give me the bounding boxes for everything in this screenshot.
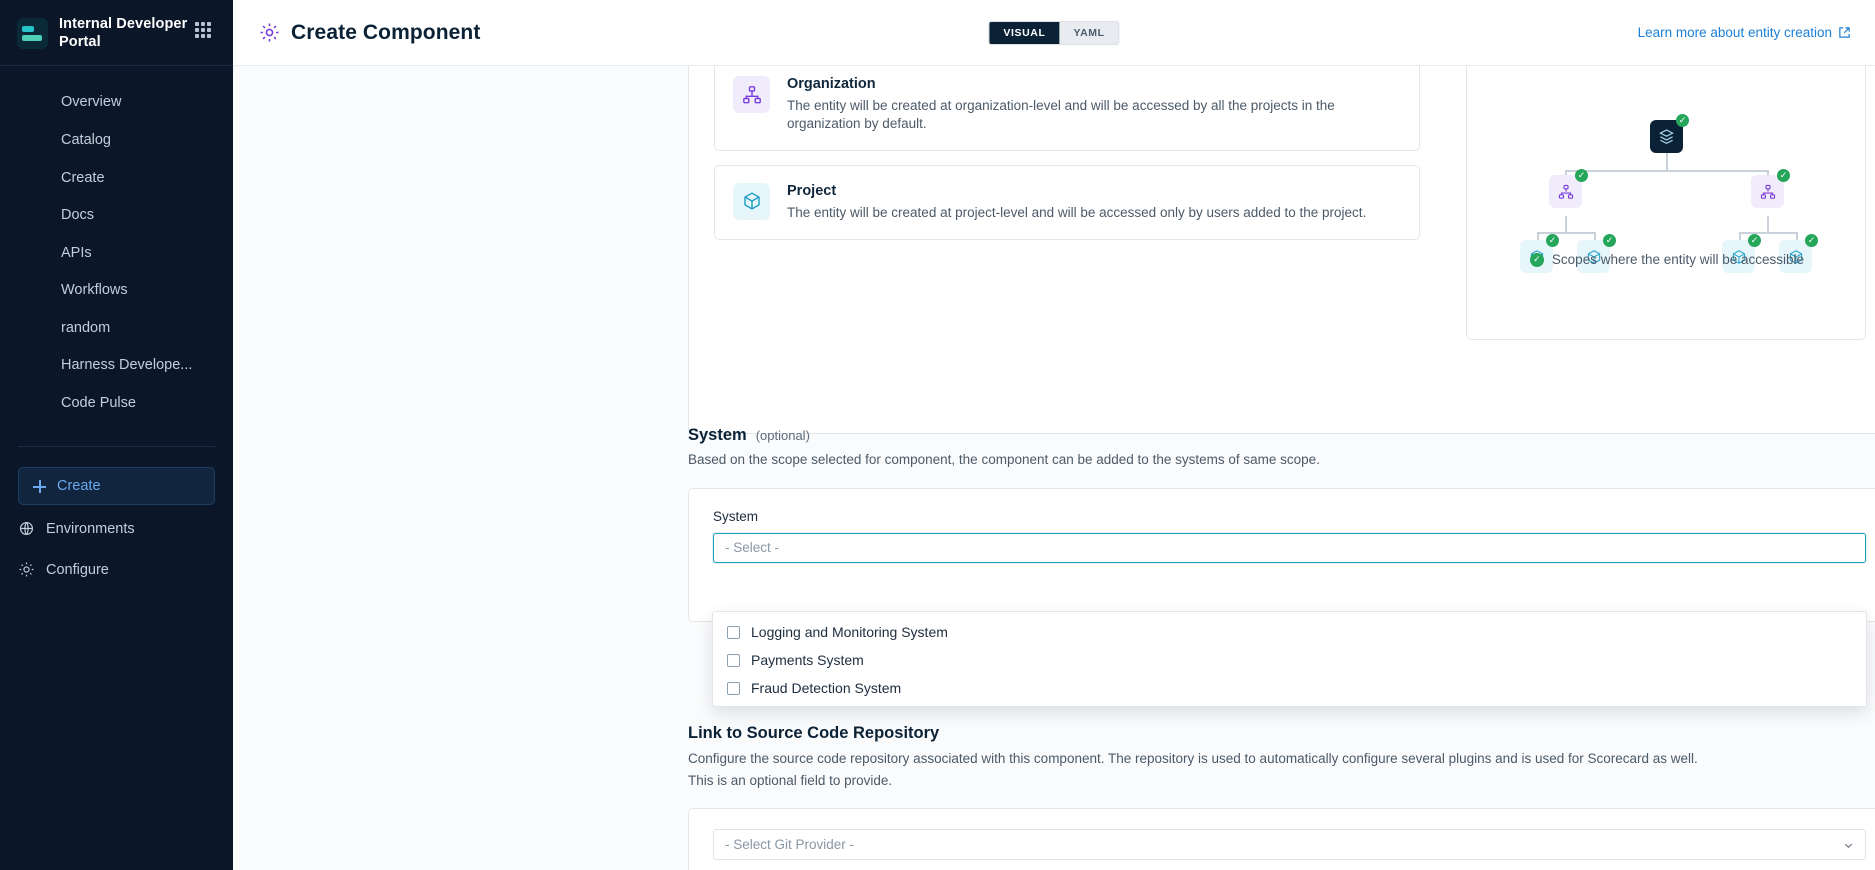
repository-section-title: Link to Source Code Repository [688,724,940,742]
check-icon: ✓ [1676,114,1689,127]
learn-more-link[interactable] [1638,25,1851,40]
check-icon: ✓ [1546,234,1559,247]
system-optional-tag: (optional) [755,428,810,443]
checkbox[interactable] [727,654,740,667]
sidebar-item-environments[interactable] [0,511,233,546]
scope-option-desc: The entity will be created at organization-level and will be accessed by all the projects in the organization by default. [787,98,1335,131]
sidebar-item-create[interactable]: Create [61,169,105,186]
sidebar-item-workflows[interactable]: Workflows [61,282,128,299]
gear-icon [18,561,35,578]
check-icon: ✓ [1748,234,1761,247]
scope-option-title: Organization [787,76,876,92]
sidebar-item-overview[interactable]: Overview [61,94,122,111]
brand-logo-icon [17,18,48,49]
dropdown-option-payments-system[interactable] [713,646,1866,674]
repository-section-desc-2: This is an optional field to provide. [688,772,893,788]
dropdown-option-fraud-detection-system[interactable] [713,674,1866,702]
page-title-wrap [259,21,480,45]
toggle-visual[interactable]: VISUAL [989,22,1059,44]
scope-diagram-caption [1467,252,1867,267]
sidebar-nav [0,66,233,422]
content-scroll [233,66,1875,870]
sidebar-item-code-pulse[interactable]: Code Pulse [61,394,136,411]
scope-option-project[interactable] [714,165,1420,240]
environments-icon [18,520,35,537]
sidebar-item-random[interactable]: random [61,319,111,336]
toggle-yaml[interactable]: YAML [1073,26,1105,39]
checkbox[interactable] [727,682,740,695]
repository-section-desc-1: Configure the source code repository associated with this component. The repository is used to automatically configure several plugins and is used for Scorecard as well. [688,751,1698,766]
sidebar-item-configure[interactable] [0,552,233,587]
sidebar-item-catalog[interactable]: Catalog [61,131,111,148]
system-select-input[interactable] [713,533,1866,563]
check-icon: ✓ [1530,253,1544,267]
create-button[interactable] [18,467,215,505]
tree-connector [1666,153,1668,171]
scope-option-desc: The entity will be created at project-level and will be accessed only by users added to the project. [787,204,1367,220]
tree-node-organization [1751,170,1788,208]
chevron-down-icon [1843,839,1854,850]
scope-tree-diagram [1467,66,1867,285]
sidebar-item-configure-label: Configure [46,561,109,578]
check-icon: ✓ [1805,234,1818,247]
view-mode-toggle[interactable] [988,21,1119,45]
learn-more-label: Learn more about entity creation [1637,25,1832,40]
system-field-label: System [713,508,759,524]
tree-node-account [1650,115,1687,153]
scope-option-organization[interactable] [714,66,1420,151]
dropdown-option-label: Logging and Monitoring System [751,624,948,640]
gear-icon [259,22,280,43]
scope-diagram-panel [1466,66,1866,340]
system-section-title-row [688,426,1875,445]
dropdown-option-label: Payments System [751,652,864,668]
sidebar-item-harness-developer[interactable]: Harness Develope... [61,357,193,374]
check-icon: ✓ [1575,169,1588,182]
apps-grid-icon[interactable] [195,22,211,38]
check-icon: ✓ [1603,234,1616,247]
check-icon: ✓ [1777,169,1790,182]
git-provider-select[interactable] [713,829,1866,860]
main-area [233,0,1875,870]
brand-title: Internal Developer Portal [59,16,188,50]
create-button-label: Create [57,478,101,495]
project-cube-icon [733,183,770,220]
dropdown-option-logging-and-monitoring-system[interactable] [713,618,1866,646]
system-select-placeholder: - Select - [725,540,780,556]
sidebar [0,0,233,870]
scope-options [714,66,1420,254]
sidebar-item-environments-label: Environments [46,520,135,537]
system-card [688,488,1875,622]
page-title: Create Component [291,20,481,44]
repository-section [688,724,1875,870]
system-dropdown-menu[interactable] [712,611,1867,707]
checkbox[interactable] [727,626,740,639]
git-provider-placeholder: - Select Git Provider - [725,837,855,853]
tree-connector [1565,216,1567,233]
sidebar-item-apis[interactable]: APIs [61,244,92,261]
tree-node-organization [1549,170,1586,208]
organization-icon [733,76,770,113]
scope-option-title: Project [787,182,837,199]
dropdown-option-label: Fraud Detection System [751,680,902,696]
tree-connector [1537,232,1595,234]
tree-connector [1767,216,1769,233]
sidebar-item-docs[interactable]: Docs [61,207,95,224]
tree-connector [1739,232,1797,234]
system-section-subtitle: Based on the scope selected for component, the component can be added to the systems of same scope. [688,452,1320,467]
scope-panel [688,66,1875,434]
repository-card [688,808,1875,870]
sidebar-divider [18,446,215,447]
external-link-icon [1838,26,1851,39]
system-section [688,426,1875,622]
plus-icon [33,480,46,493]
top-bar [233,0,1875,66]
scope-diagram-caption-text: Scopes where the entity will be accessible [1551,252,1805,267]
system-section-title: System [688,426,747,444]
tree-connector [1565,170,1768,172]
